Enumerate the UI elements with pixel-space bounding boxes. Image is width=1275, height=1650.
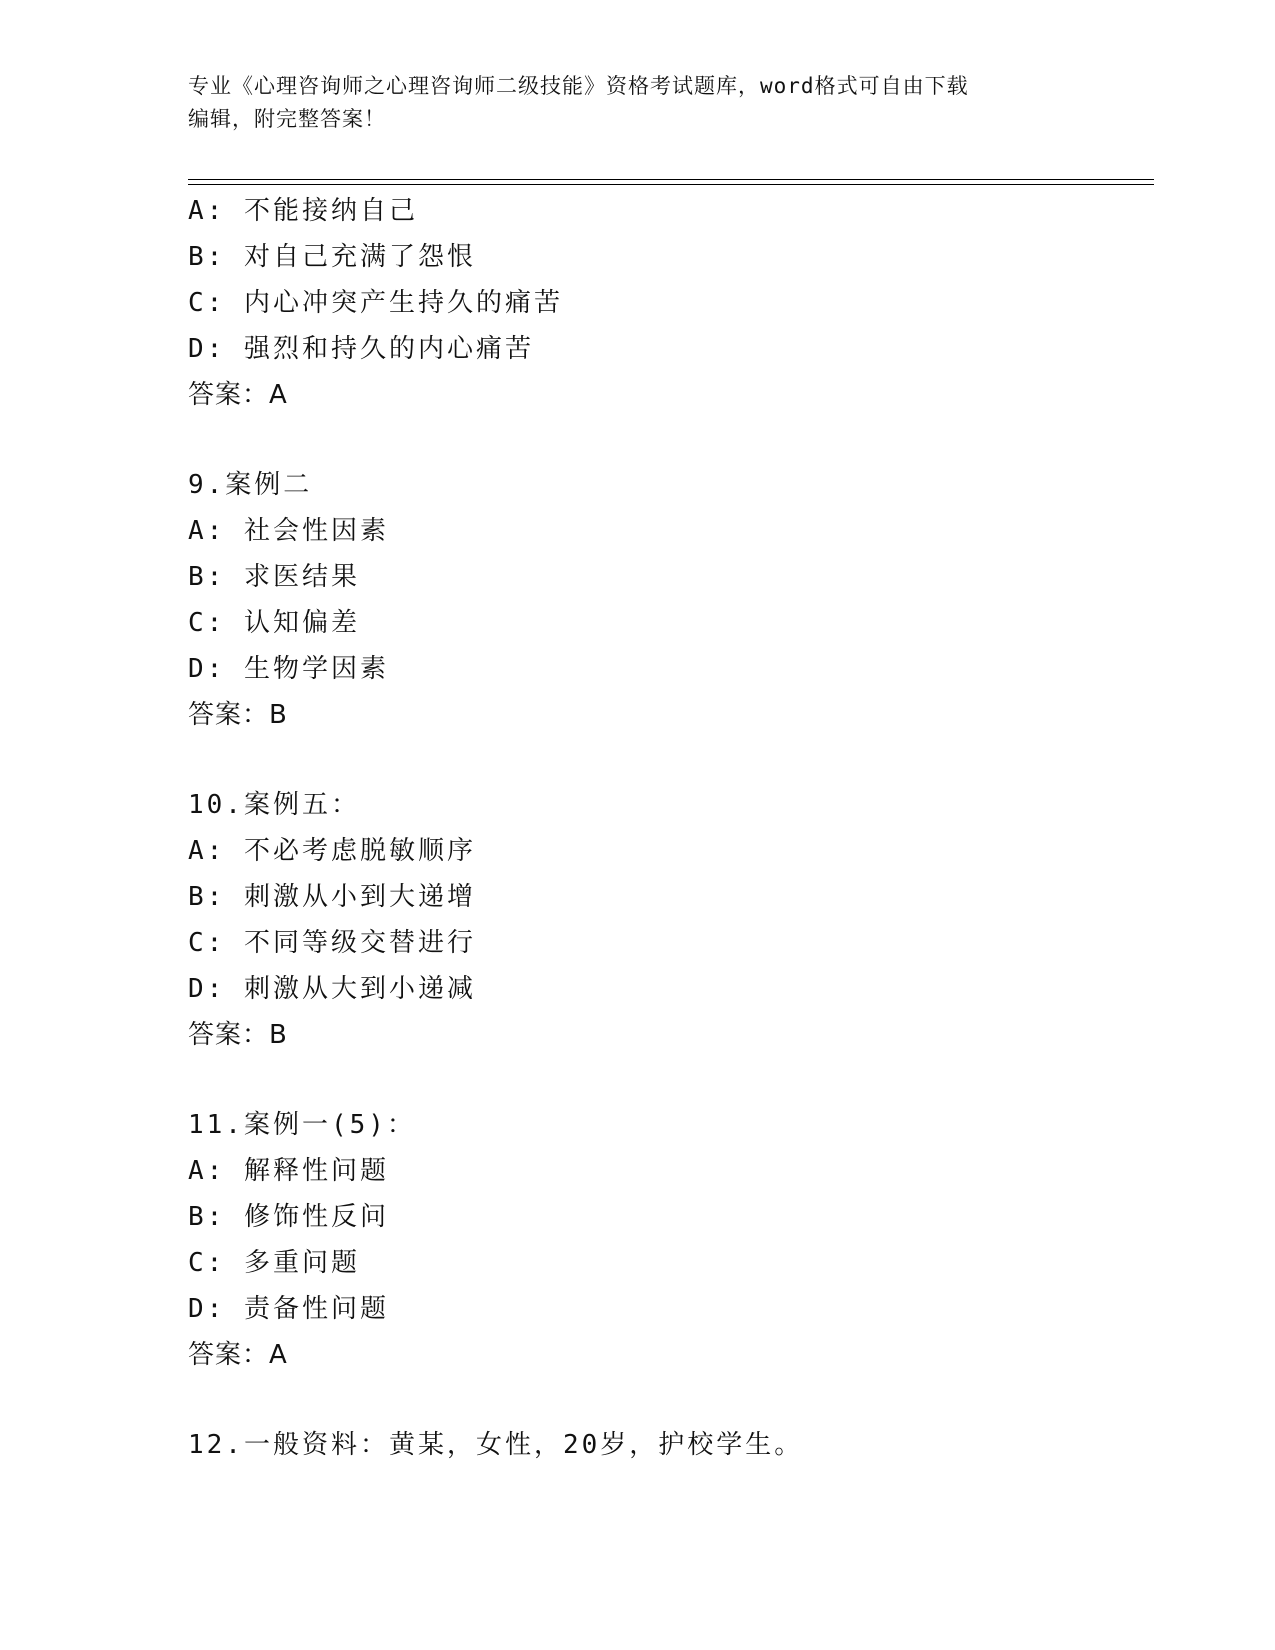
spacer (188, 418, 1148, 462)
spacer (188, 1378, 1148, 1422)
option-b: B: 修饰性反问 (188, 1202, 389, 1232)
option-d: D: 强烈和持久的内心痛苦 (188, 334, 534, 364)
question-block-12 (188, 1422, 1148, 1468)
header-rule-bottom (188, 184, 1154, 185)
answer-line: 答案：B (188, 700, 288, 730)
option-b: B: 对自己充满了怨恨 (188, 242, 476, 272)
question-block-11 (188, 1102, 1148, 1378)
question-block-10 (188, 782, 1148, 1058)
option-d: D: 生物学因素 (188, 654, 389, 684)
option-d: D: 刺激从大到小递减 (188, 974, 476, 1004)
option-c: C: 多重问题 (188, 1248, 360, 1278)
option-c: C: 不同等级交替进行 (188, 928, 476, 958)
header-line-1: 专业《心理咨询师之心理咨询师二级技能》资格考试题库，word格式可自由下载 (188, 74, 969, 98)
answer-line: 答案：A (188, 1340, 288, 1370)
question-title: 12.一般资料：黄某，女性，20岁，护校学生。 (188, 1430, 804, 1460)
spacer (188, 738, 1148, 782)
option-c: C: 认知偏差 (188, 608, 360, 638)
question-block-continued (188, 188, 1148, 418)
option-a: A: 解释性问题 (188, 1156, 389, 1186)
spacer (188, 1058, 1148, 1102)
option-c: C: 内心冲突产生持久的痛苦 (188, 288, 563, 318)
answer-line: 答案：A (188, 380, 288, 410)
question-block-9 (188, 462, 1148, 738)
answer-line: 答案：B (188, 1020, 288, 1050)
option-a: A: 社会性因素 (188, 516, 389, 546)
document-header (188, 70, 1088, 136)
question-title: 10.案例五： (188, 790, 360, 820)
header-rule-top (188, 179, 1154, 180)
option-b: B: 刺激从小到大递增 (188, 882, 476, 912)
question-title: 11.案例一(5)： (188, 1110, 416, 1140)
question-title: 9.案例二 (188, 470, 313, 500)
option-a: A: 不能接纳自己 (188, 196, 418, 226)
option-b: B: 求医结果 (188, 562, 360, 592)
question-list (188, 188, 1148, 1468)
option-a: A: 不必考虑脱敏顺序 (188, 836, 476, 866)
header-line-2: 编辑，附完整答案！ (188, 107, 386, 131)
option-d: D: 责备性问题 (188, 1294, 389, 1324)
